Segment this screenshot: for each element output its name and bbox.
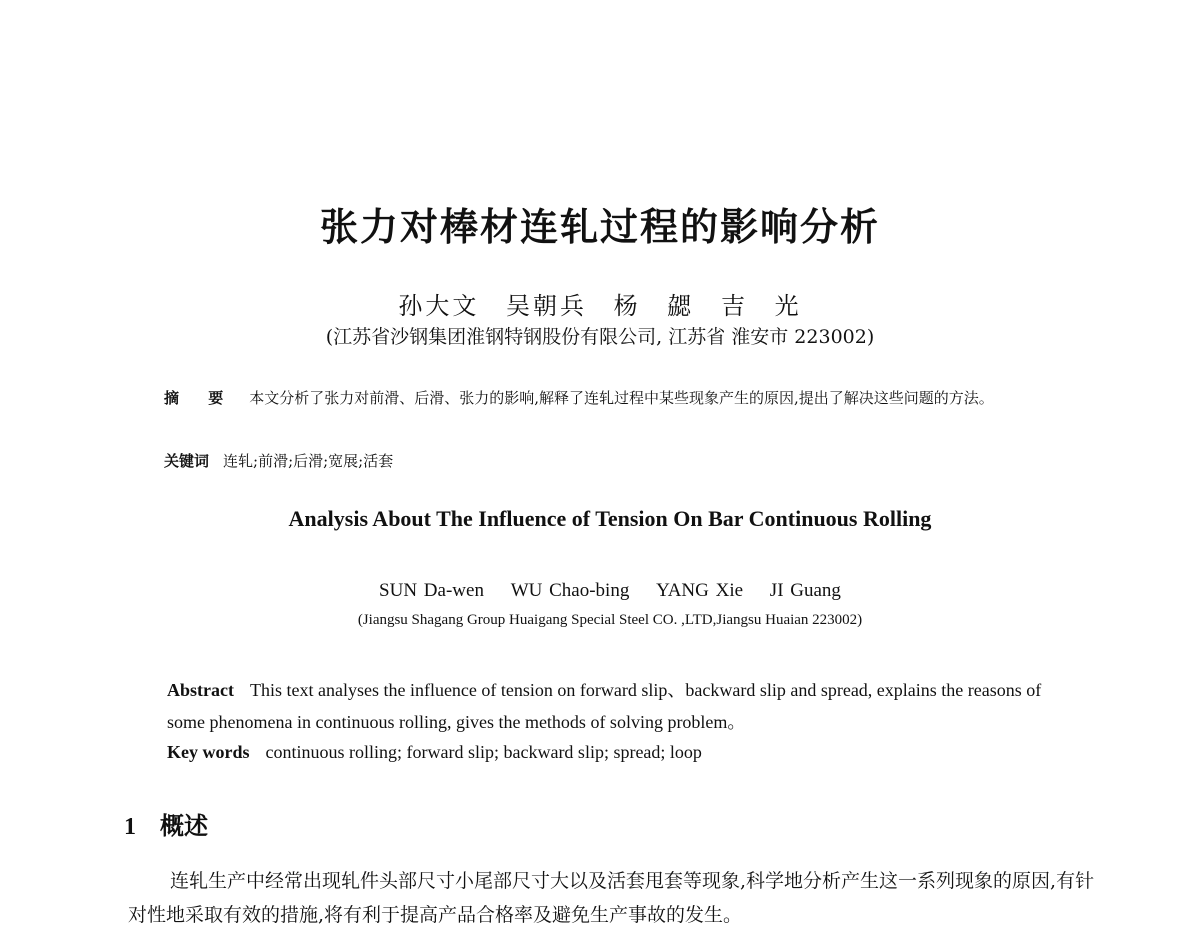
english-abstract-label: Abstract [167, 680, 234, 700]
chinese-keywords-text: 连轧;前滑;后滑;宽展;活套 [223, 452, 394, 470]
english-keywords [167, 742, 1059, 763]
chinese-abstract-text: 本文分析了张力对前滑、后滑、张力的影响,解释了连轧过程中某些现象产生的原因,提出了解决这些问题的方法。 [249, 389, 994, 407]
english-authors [0, 580, 1200, 602]
english-keywords-label: Key words [167, 742, 250, 762]
author-cn-1: 孙大文 [398, 292, 480, 320]
author-cn-2: 吴朝兵 [506, 292, 588, 320]
chinese-abstract-label: 摘 要 [164, 389, 236, 407]
section-1-heading [124, 806, 208, 841]
chinese-keywords [164, 450, 1064, 471]
chinese-authors [0, 286, 1200, 321]
author-en-3: YANG Xie [656, 580, 744, 601]
english-affiliation: (Jiangsu Shagang Group Huaigang Special Steel CO. ,LTD,Jiangsu Huaian 223002) [357, 612, 863, 628]
author-en-4: JI Guang [769, 580, 841, 601]
section-1-title: 概述 [160, 812, 208, 840]
section-1-paragraph: 连轧生产中经常出现轧件头部尺寸小尾部尺寸大以及活套甩套等现象,科学地分析产生这一系列现象的原因,有针对性地采取有效的措施,将有利于提高产品合格率及避免生产事故的发生。 [128, 870, 1095, 926]
section-1-number: 1 [124, 814, 136, 840]
chinese-abstract [164, 384, 1064, 412]
english-abstract [167, 674, 1059, 738]
chinese-affiliation: (江苏省沙钢集团淮钢特钢股份有限公司, 江苏省 淮安市 223002) [325, 326, 875, 348]
author-cn-4: 吉 光 [720, 292, 802, 320]
author-cn-3: 杨 勰 [613, 292, 695, 320]
author-en-2: WU Chao-bing [510, 580, 630, 601]
chinese-keywords-label: 关键词 [164, 452, 210, 470]
english-abstract-text: This text analyses the influence of tension on forward slip、backward slip and spread, explains the reasons of some phenomena in continuous rolling, gives the methods of solving problem。 [167, 680, 1042, 732]
author-en-1: SUN Da-wen [379, 580, 484, 601]
english-keywords-text: continuous rolling; forward slip; backward slip; spread; loop [265, 742, 702, 762]
chinese-title: 张力对棒材连轧过程的影响分析 [319, 205, 880, 249]
english-title: Analysis About The Influence of Tension On Bar Continuous Rolling [288, 506, 932, 531]
